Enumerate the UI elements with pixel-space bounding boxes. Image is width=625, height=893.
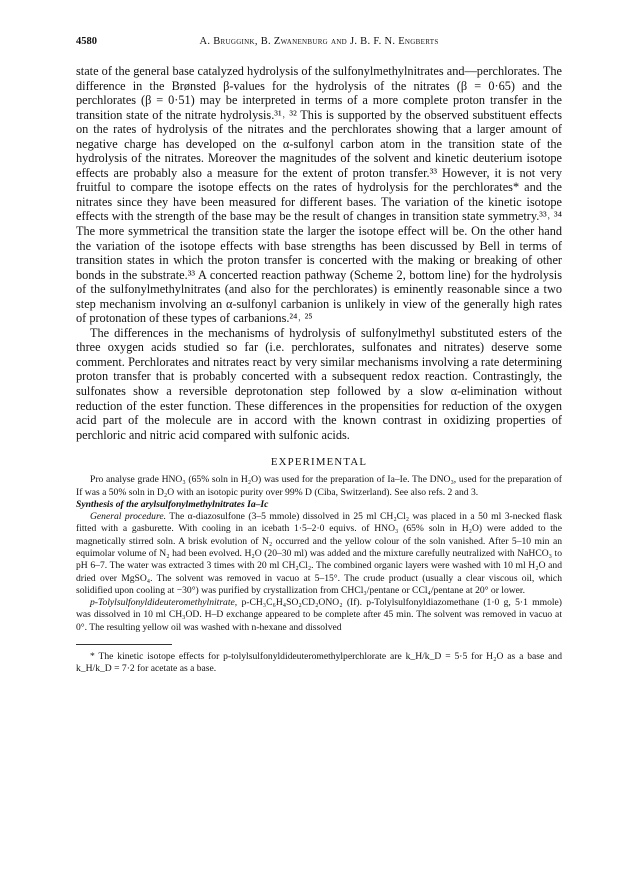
- experimental-section: [76, 474, 562, 634]
- general-procedure-label: General procedure.: [90, 511, 167, 523]
- synthesis-subheading: Synthesis of the arylsulfonylmethylnitrates Ia–Ic: [76, 498, 269, 510]
- main-text: [76, 64, 562, 442]
- footnote: * The kinetic isotope effects for p-tolylsulfonyldideuteromethylperchlorate are k_H/k_D = 5·5 for H₂O as a base and k_H/k_D = 7·2 for acetate as a base.: [76, 651, 562, 675]
- page: [76, 36, 562, 676]
- tolyl-paragraph: [76, 597, 562, 634]
- page-number: 4580: [76, 36, 97, 47]
- section-title-experimental: EXPERIMENTAL: [270, 456, 368, 469]
- running-header: [76, 36, 562, 52]
- paragraph-1: state of the general base catalyzed hydrolysis of the sulfonylmethylnitrates and—perchlorates. The difference in the Brønsted β-values for the hydrolysis of the nitrates (β = 0·65) and the perchlorates (β = 0·51) may be interpreted in terms of a more complete proton transfer in the transition state of the nitrate hydrolysis.³¹˒ ³² This is supported by the observed substituent effects on the rates of hydrolysis of the nitrates and the perchlorates showing that a larger amount of negative charge has developed on the α-sulfonyl carbon atom in the transition state of the hydrolysis of the nitrates. Moreover the magnitudes of the solvent and kinetic deuterium isotope effects are probably also a measure for the extent of proton transfer.³³ However, it is not very fruitful to compare the isotope effects on the rates of hydrolysis for the perchlorates* and the nitrates since they have been measured for different bases. The variation of the kinetic isotope effects with the strength of the base may be the result of changes in transition state symmetry.³³˒ ³⁴ The more symmetrical the transition state the larger the isotope effect will be. On the other hand the variation of the isotope effects with base strengths has been discussed by Bell in terms of transition states in which the proton transfer is concerted with the making or breaking of other bonds in the substrate.³³ A concerted reaction pathway (Scheme 2, bottom line) for the hydrolysis of the sulfonylmethylnitrates (and also for the perchlorates) is eminently reasonable since a two step mechanism involving an α-sulfonyl carbanion is unlikely in view of the generally high rates of protonation of these types of carbanions.²⁴˒ ²⁵: [76, 64, 562, 326]
- general-procedure-text: The α-diazosulfone (3–5 mmole) dissolved in 25 ml CH₂Cl₂ was placed in a 50 ml 3-necked flask fitted with a gasburette. With cooling in an icebath 1·5–2·0 equivs. of HNO₃ (65% soln in H₂O) were added to the magnetically stirred soln. A brisk evolution of N₂ occurred and the yellow colour of the soln vanished. After 5–10 min an equimolar volume of N₂ had been evolved. H₂O (20–30 ml) was added and the mixture carefully neutralized with NaHCO₃ to pH 6–7. The water was extracted 3 times with 20 ml CH₂Cl₂. The combined organic layers were washed with 10 ml H₂O and dried over MgSO₄. The solvent was removed in vacuo at 5–15°. The crude product (usually a clear viscous oil, which solidified upon cooling at −30°) was purified by crystallization from CHCl₃/pentane or CCl₄/pentane at 20° or lower.: [76, 511, 562, 596]
- experimental-paragraph-1: Pro analyse grade HNO₃ (65% soln in H₂O) was used for the preparation of Ia–Ie. The DNO₃, used for the preparation of If was a 50% soln in D₂O with an isotopic purity over 99% D (Ciba, Switzerland). See also refs. 2 and 3.: [76, 474, 562, 498]
- paragraph-2: The differences in the mechanisms of hydrolysis of sulfonylmethyl substituted esters of the three oxygen acids studied so far (i.e. perchlorates, sulfonates and nitrates) deserve some comment. Perchlorates and nitrates react by very similar mechanisms involving a rate determining proton transfer that is probably concerted with a subsequent redox reaction. Contrastingly, the sulfonates show a reversible deprotonation step followed by a slow α-elimination without reduction of the ester function. These differences in the propensities for reduction of the oxygen acid part of the molecule are in accord with the known contrast in oxidizing properties of perchloric and nitric acid compared with sulfonic acids.: [76, 325, 562, 442]
- tolyl-label: p-Tolylsulfonyldideuteromethylnitrate,: [90, 597, 238, 609]
- footnote-divider: [76, 644, 172, 645]
- general-procedure-paragraph: [76, 511, 562, 597]
- running-authors: A. Bruggink, B. Zwanenburg and J. B. F. N. Engberts: [199, 36, 439, 47]
- tolyl-text: p-CH₃C₆H₄SO₂CD₂ONO₂ (If). p-Tolylsulfonyldiazomethane (1·0 g, 5·1 mmole) was dissolved in 10 ml CH₃OD. H–D exchange appeared to be complete after 45 min. The solvent was removed in vacuo at 0°. The resulting yellow oil was washed with n-hexane and dissolved: [76, 597, 562, 633]
